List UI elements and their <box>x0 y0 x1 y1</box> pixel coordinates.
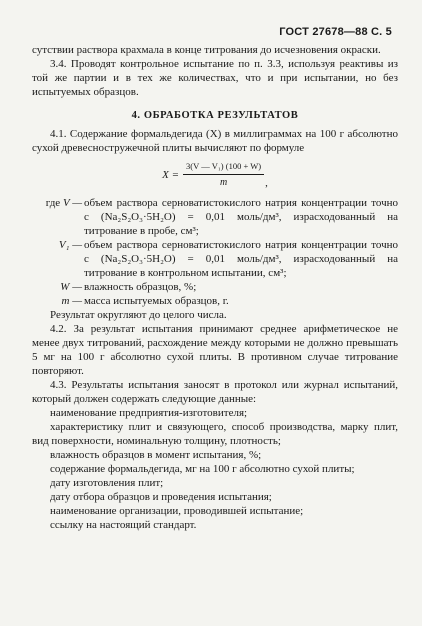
list-item: дату изготовления плит; <box>50 477 164 489</box>
definition-text: масса испытуемых образцов, г. <box>84 295 229 307</box>
list-item: дату отбора образцов и проведения испытания; <box>50 491 272 503</box>
definition-text: влажность образцов, %; <box>84 281 197 293</box>
section-title: 4. ОБРАБОТКА РЕЗУЛЬТАТОВ <box>131 110 299 121</box>
data-list <box>32 406 398 532</box>
paragraph-rounding: Результат округляют до целого числа. <box>50 309 227 321</box>
list-item: ссылку на настоящий стандарт. <box>50 519 197 531</box>
list-item: содержание формальдегида, мг на 100 г абсолютно сухой плиты; <box>50 463 355 475</box>
formula-denominator: m <box>219 177 228 188</box>
formula-numerator: 3(V — V₁) (100 + W) <box>183 159 264 175</box>
definition-prefix: где <box>45 197 61 209</box>
definition-row <box>32 280 398 294</box>
formula-fraction <box>183 159 264 190</box>
formula-lhs: X = <box>162 168 180 181</box>
definition-symbol: W — <box>60 281 82 293</box>
page-header: ГОСТ 27678—88 С. 5 <box>279 26 392 38</box>
definition-text: объем раствора серноватистокислого натрия концентрации точно c (Na₂S₂O₃·5H₂O) = 0,01 моль/дм³, израсходованный на титрование в контрольном испытании, см³; <box>84 239 398 279</box>
list-item: влажность образцов в момент испытания, %; <box>50 449 262 461</box>
definition-symbol: m — <box>61 295 82 307</box>
definition-row <box>32 294 398 308</box>
paragraph-continuation: сутствии раствора крахмала в конце титрования до исчезновения окраски. <box>32 44 381 56</box>
definition-symbol: V — <box>62 197 82 209</box>
list-item: наименование организации, проводившей испытание; <box>50 505 304 517</box>
definition-text: объем раствора серноватистокислого натрия концентрации точно c (Na₂S₂O₃·5H₂O) = 0,01 моль/дм³, израсходованный на титрование в пробе, см³; <box>84 197 398 237</box>
definitions <box>32 196 398 308</box>
list-item: наименование предприятия-изготовителя; <box>50 407 248 419</box>
paragraph-4-1: 4.1. Содержание формальдегида (X) в миллиграммах на 100 г абсолютно сухой древесностружечной плиты вычисляют по формуле <box>32 128 398 154</box>
body-text <box>32 43 398 532</box>
definition-row <box>32 238 398 280</box>
formula <box>32 159 398 190</box>
paragraph-4-3: 4.3. Результаты испытания заносят в протокол или журнал испытаний, который должен содержать следующие данные: <box>32 379 398 405</box>
paragraph-3-4: 3.4. Проводят контрольное испытание по п. 3.3, используя реактивы из той же партии и в тех же количествах, что и при испытании, но без испытуемых образцов. <box>32 58 398 98</box>
definition-row <box>32 196 398 238</box>
paragraph-4-2: 4.2. За результат испытания принимают среднее арифметическое не менее двух титрований, расхождение между которыми не должно превышать 5 мг на 100 г абсолютно сухой плиты. В противном случае титрование повторяют. <box>32 323 398 377</box>
list-item: характеристику плит и связующего, способ производства, марку плит, вид поверхности, номинальную толщину, плотность; <box>32 421 398 447</box>
formula-tail: , <box>265 177 268 189</box>
definition-symbol: V₁ — <box>58 239 82 251</box>
